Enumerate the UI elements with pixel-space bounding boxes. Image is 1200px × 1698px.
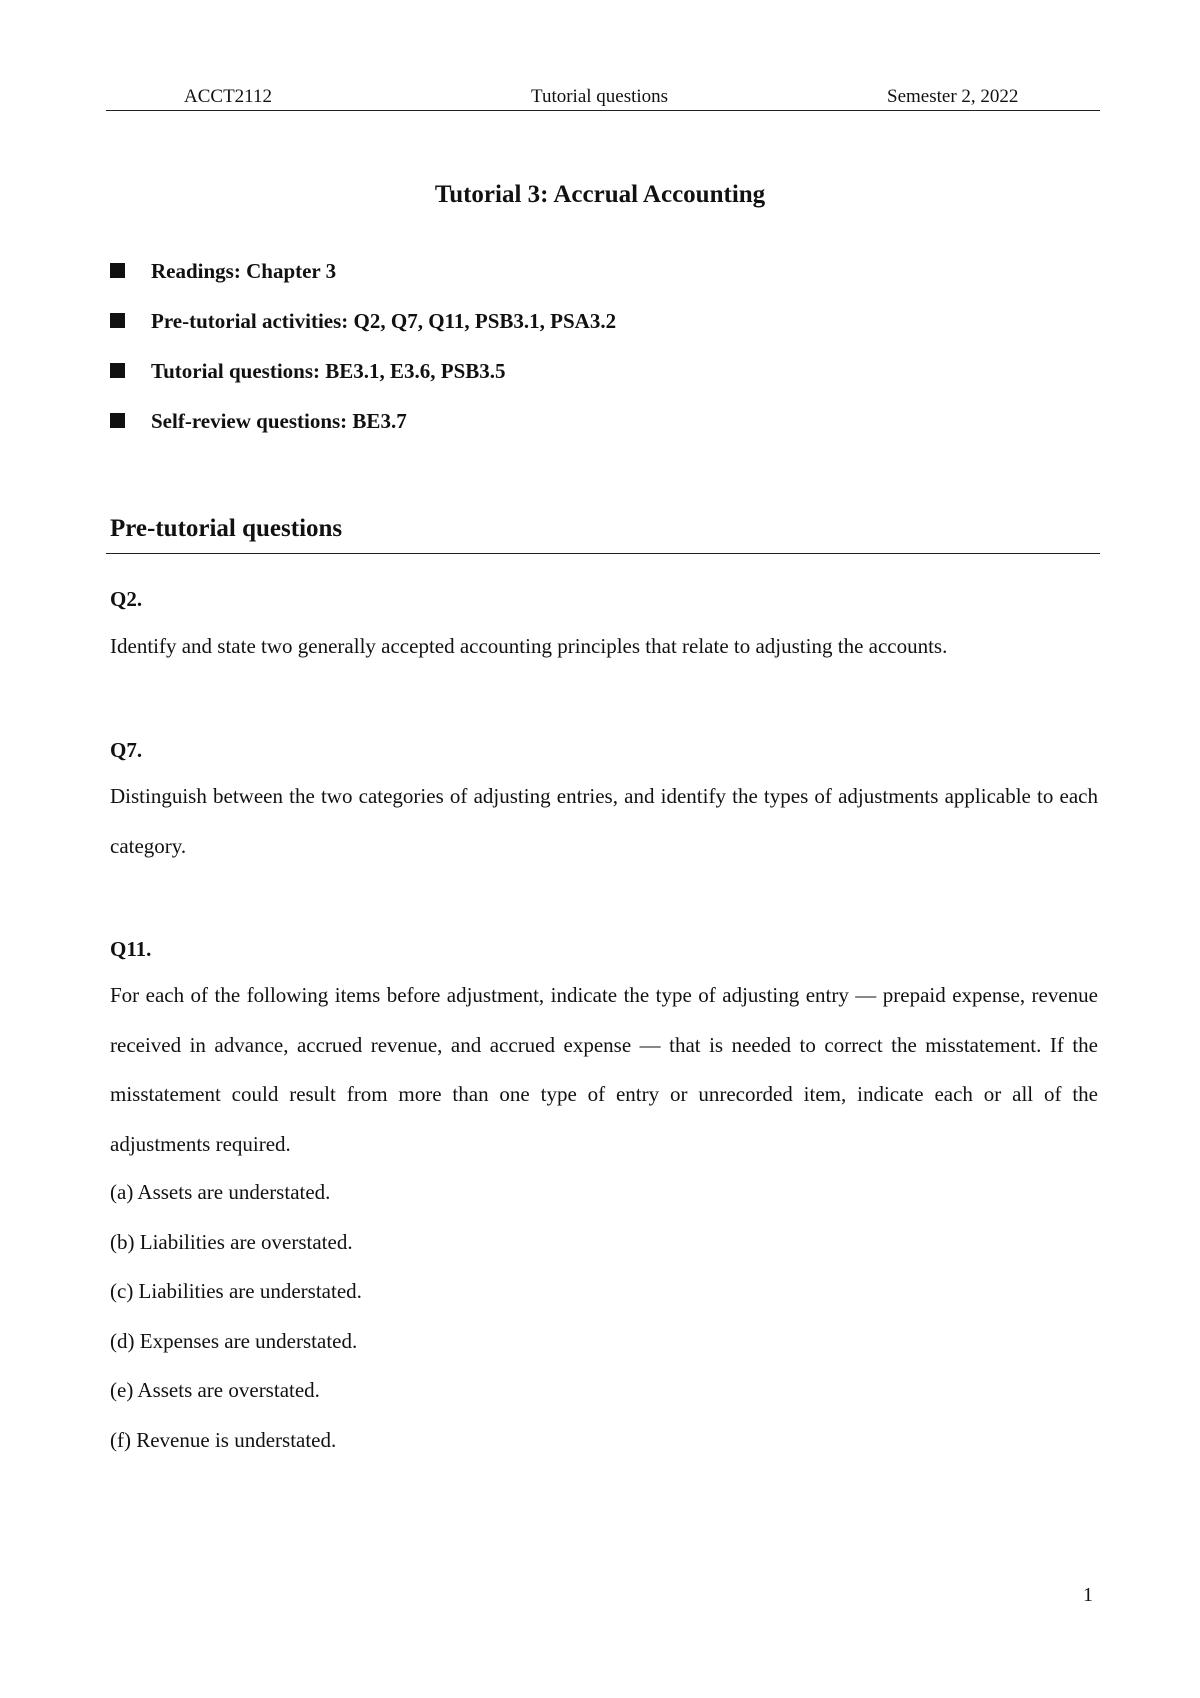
question-label-q7: Q7. <box>110 738 143 762</box>
q11-item-a: (a) Assets are understated. <box>110 1180 331 1204</box>
bullet-pre-tutorial <box>110 306 616 356</box>
square-bullet-icon <box>110 413 125 428</box>
q11-item-e: (e) Assets are overstated. <box>110 1378 320 1402</box>
square-bullet-icon <box>110 313 125 328</box>
question-text-q2: Identify and state two generally accepted accounting principles that relate to adjusting the accounts. <box>110 634 948 658</box>
bullet-text: Tutorial questions: BE3.1, E3.6, PSB3.5 <box>151 359 506 383</box>
activity-list <box>110 256 616 456</box>
page-header <box>106 84 1100 111</box>
question-text-q7: Distinguish between the two categories of adjusting entries, and identify the types of adjustments applicable to each category. <box>110 784 1098 858</box>
bullet-text: Pre-tutorial activities: Q2, Q7, Q11, PSB3.1, PSA3.2 <box>151 309 617 333</box>
tutorial-title: Tutorial 3: Accrual Accounting <box>434 181 766 208</box>
question-label-q2: Q2. <box>110 587 143 611</box>
section-divider <box>106 553 1100 554</box>
q11-item-d: (d) Expenses are understated. <box>110 1329 358 1353</box>
header-semester: Semester 2, 2022 <box>887 86 1019 107</box>
bullet-self-review <box>110 406 616 456</box>
page-number: 1 <box>1083 1584 1093 1606</box>
header-course-code: ACCT2112 <box>184 86 272 107</box>
bullet-readings <box>110 256 616 306</box>
bullet-text: Readings: Chapter 3 <box>151 259 337 283</box>
section-heading: Pre-tutorial questions <box>110 515 343 542</box>
header-doc-type: Tutorial questions <box>531 86 669 107</box>
question-label-q11: Q11. <box>110 937 152 961</box>
bullet-text: Self-review questions: BE3.7 <box>151 409 407 433</box>
square-bullet-icon <box>110 263 125 278</box>
q11-item-b: (b) Liabilities are overstated. <box>110 1230 353 1254</box>
q11-item-c: (c) Liabilities are understated. <box>110 1279 362 1303</box>
question-text-q11: For each of the following items before adjustment, indicate the type of adjusting entry — prepaid expense, revenue received in advance, accrued revenue, and accrued expense — that is needed to correct the misstatement. If the misstatement could result from more than one type of entry or unrecorded item, indicate each or all of the adjustments required. <box>110 983 1098 1156</box>
square-bullet-icon <box>110 363 125 378</box>
bullet-tutorial-questions <box>110 356 616 406</box>
q11-item-f: (f) Revenue is understated. <box>110 1428 337 1452</box>
